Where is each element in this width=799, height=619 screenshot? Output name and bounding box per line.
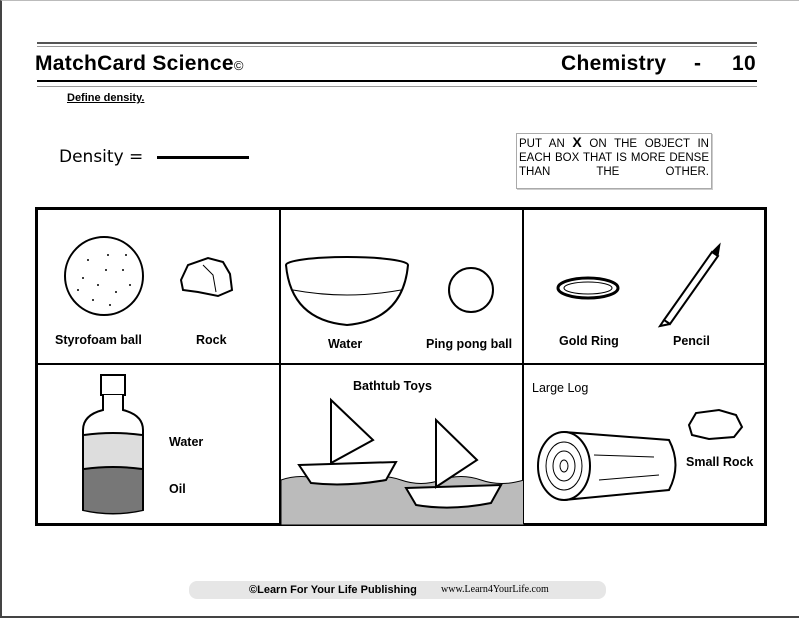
card-grid — [35, 207, 767, 526]
subject-title: Chemistry - 10 — [561, 52, 756, 75]
density-answer-line[interactable] — [157, 156, 249, 159]
label-water: Water — [328, 337, 363, 351]
bottle-water-oil-illustration — [38, 365, 281, 525]
card-ring-pencil[interactable] — [523, 209, 765, 364]
header-rule — [37, 86, 757, 87]
instructions-box: PUT AN X ON THE OBJECT IN EACH BOX THAT IS MORE DENSE THAN THE OTHER. — [516, 133, 712, 189]
label-pencil: Pencil — [673, 334, 710, 348]
label-gold-ring: Gold Ring — [559, 334, 619, 348]
label-bathtub-toys: Bathtub Toys — [353, 379, 432, 393]
label-large-log: Large Log — [532, 381, 589, 395]
publisher: ©Learn For Your Life Publishing — [249, 584, 417, 596]
footer-banner — [189, 581, 606, 599]
label-ping-pong-ball: Ping pong ball — [426, 337, 513, 351]
label-oil: Oil — [169, 482, 186, 496]
density-label: Density = — [59, 147, 144, 167]
define-prompt: Define density. — [67, 92, 145, 104]
label-water: Water — [169, 435, 204, 449]
label-small-rock: Small Rock — [686, 455, 754, 469]
header-rule — [37, 46, 757, 47]
header-rule — [37, 42, 757, 44]
label-styrofoam-ball: Styrofoam ball — [55, 333, 142, 347]
header-rule — [37, 80, 757, 82]
worksheet-title: MatchCard Science© — [35, 52, 244, 75]
card-water-oil[interactable] — [37, 364, 280, 524]
website-url: www.Learn4YourLife.com — [441, 584, 549, 595]
card-water-pingpong[interactable] — [280, 209, 523, 364]
card-styrofoam-rock[interactable] — [37, 209, 280, 364]
card-bathtub-toys[interactable] — [280, 364, 523, 524]
label-rock: Rock — [196, 333, 227, 347]
card-log-rock[interactable] — [523, 364, 765, 524]
